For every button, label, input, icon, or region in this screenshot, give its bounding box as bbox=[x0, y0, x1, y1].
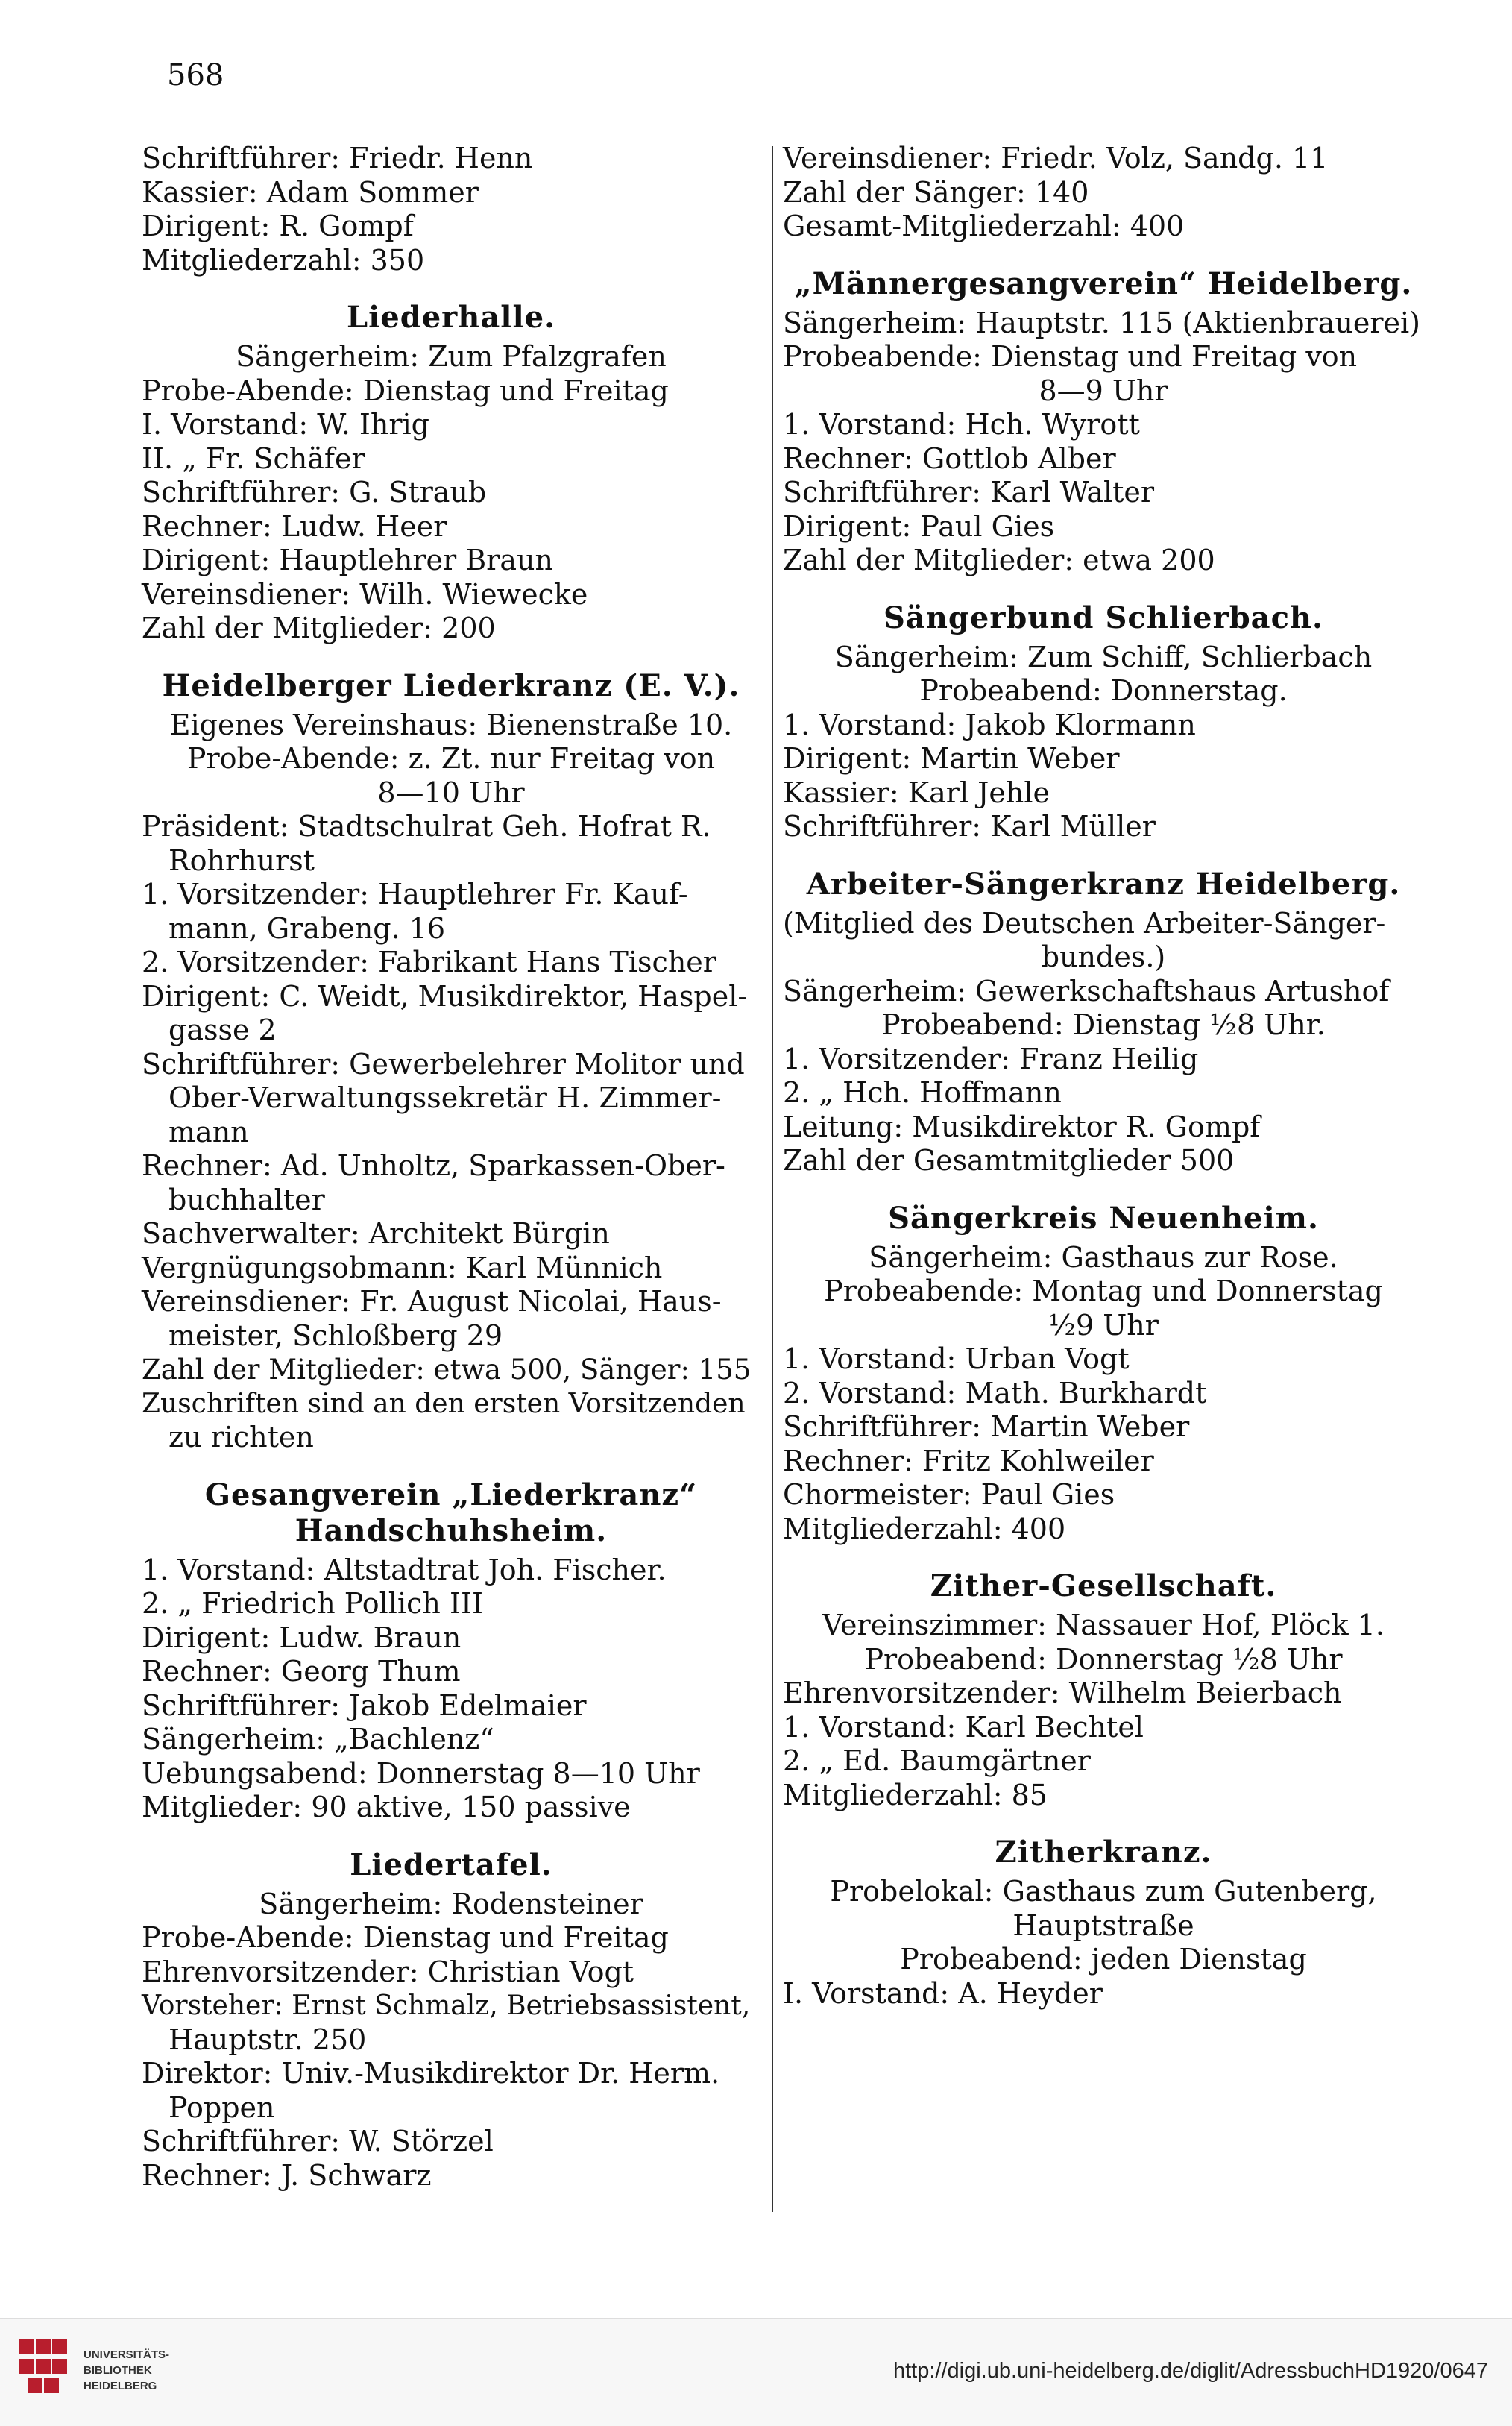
entry-line: Ehrenvorsitzender: Christian Vogt bbox=[142, 1955, 634, 1988]
entry-line: I. Vorstand: W. Ihrig bbox=[142, 408, 429, 441]
source-url-link[interactable]: http://digi.ub.uni-heidelberg.de/diglit/AdressbuchHD1920/0647 bbox=[892, 2359, 1488, 2383]
section-heading: Zitherkranz. bbox=[995, 1835, 1212, 1870]
entry-continuation: Poppen bbox=[168, 2090, 275, 2124]
entry-continuation: gasse 2 bbox=[168, 1014, 277, 1046]
entry-line: Schriftführer: Jakob Edelmaier bbox=[142, 1688, 587, 1722]
column-divider bbox=[772, 146, 773, 2212]
entry-continuation: buchhalter bbox=[168, 1183, 325, 1216]
section-heading: Sängerkreis Neuenheim. bbox=[888, 1200, 1319, 1236]
entry-continuation: mann bbox=[168, 1115, 249, 1148]
entry-line: Kassier: Adam Sommer bbox=[142, 175, 479, 209]
footer-bar bbox=[0, 2318, 1512, 2426]
entry-continuation: Ober-Verwaltungssekretär H. Zimmer- bbox=[168, 1081, 722, 1114]
section-heading: Gesangverein „Liederkranz“ Handschuhsheim. bbox=[204, 1477, 698, 1548]
entry-line: Gesamt-Mitgliederzahl: 400 bbox=[783, 210, 1185, 242]
entry-line: 2. „ Hch. Hoffmann bbox=[783, 1076, 1062, 1109]
entry-line: Probeabend: Donnerstag. bbox=[919, 674, 1288, 707]
entry-line: Dirigent: Paul Gies bbox=[783, 509, 1055, 543]
entry-line: Schriftführer: Karl Müller bbox=[783, 810, 1156, 843]
entry-line: Zahl der Sänger: 140 bbox=[783, 175, 1089, 209]
entry-line: Vorsteher: Ernst Schmalz, Betriebsassistent, bbox=[142, 1990, 751, 2021]
section-heading: Sängerbund Schlierbach. bbox=[883, 600, 1323, 635]
entry-line: Hauptstraße bbox=[1012, 1908, 1194, 1942]
section-heading: Liederhalle. bbox=[346, 300, 556, 335]
entry-line: Vereinsdiener: Friedr. Volz, Sandg. 11 bbox=[783, 142, 1329, 175]
entry-line: Dirigent: Hauptlehrer Braun bbox=[142, 544, 553, 576]
section-heading: Liedertafel. bbox=[350, 1847, 552, 1882]
entry-line: Ehrenvorsitzender: Wilhelm Beierbach bbox=[783, 1676, 1342, 1709]
entry-line: Sängerheim: Rodensteiner bbox=[259, 1887, 643, 1920]
entry-line: Sachverwalter: Architekt Bürgin bbox=[142, 1217, 610, 1250]
entry-line: 1. Vorstand: Urban Vogt bbox=[783, 1342, 1130, 1375]
entry-line: Probeabend: Donnerstag ½8 Uhr bbox=[864, 1642, 1343, 1676]
section-heading: Zither-Gesellschaft. bbox=[930, 1568, 1277, 1603]
entry-line: Probe-Abende: z. Zt. nur Freitag von bbox=[186, 742, 716, 775]
entry-line: Vereinszimmer: Nassauer Hof, Plöck 1. bbox=[822, 1609, 1385, 1641]
library-name bbox=[84, 2347, 169, 2394]
entry-line: Sängerheim: Gasthaus zur Rose. bbox=[869, 1240, 1338, 1274]
entry-line: Direktor: Univ.-Musikdirektor Dr. Herm. bbox=[142, 2057, 720, 2090]
page-number: 568 bbox=[167, 58, 224, 92]
entry-continuation: zu richten bbox=[168, 1421, 314, 1454]
entry-line: Probeabende: Dienstag und Freitag von bbox=[783, 340, 1358, 373]
entry-line: Zahl der Mitglieder: etwa 500, Sänger: 155 bbox=[142, 1354, 752, 1386]
entry-line: 2. Vorsitzender: Fabrikant Hans Tischer bbox=[142, 946, 716, 978]
entry-line: Dirigent: Ludw. Braun bbox=[142, 1621, 462, 1654]
entry-line: Kassier: Karl Jehle bbox=[783, 776, 1050, 809]
entry-continuation: meister, Schloßberg 29 bbox=[168, 1319, 503, 1352]
entry-continuation: Rohrhurst bbox=[168, 843, 315, 877]
entry-line: Zuschriften sind an den ersten Vorsitzenden bbox=[142, 1388, 746, 1419]
entry-line: ½9 Uhr bbox=[1048, 1308, 1159, 1342]
left-column bbox=[142, 142, 760, 2193]
entry-line: 1. Vorstand: Altstadtrat Joh. Fischer. bbox=[142, 1553, 667, 1586]
entry-line: Probeabend: jeden Dienstag bbox=[900, 1943, 1307, 1976]
entry-line: Rechner: Gottlob Alber bbox=[783, 441, 1116, 475]
entry-line: 1. Vorstand: Karl Bechtel bbox=[783, 1710, 1144, 1744]
entry-line: I. Vorstand: A. Heyder bbox=[783, 1976, 1103, 2010]
entry-line: Zahl der Mitglieder: etwa 200 bbox=[783, 544, 1215, 576]
entry-line: Probeabend: Dienstag ½8 Uhr. bbox=[881, 1008, 1326, 1041]
entry-line: Schriftführer: W. Störzel bbox=[142, 2125, 494, 2158]
entry-continuation: Hauptstr. 250 bbox=[168, 2023, 367, 2056]
entry-line: Eigenes Vereinshaus: Bienenstraße 10. bbox=[169, 708, 733, 741]
entry-line: Mitgliederzahl: 400 bbox=[783, 1512, 1066, 1545]
entry-line: Schriftführer: Friedr. Henn bbox=[142, 142, 533, 175]
entry-line: Uebungsabend: Donnerstag 8—10 Uhr bbox=[142, 1756, 700, 1790]
section-heading: Heidelberger Liederkranz (E. V.). bbox=[162, 667, 740, 703]
entry-line: Mitglieder: 90 aktive, 150 passive bbox=[142, 1791, 631, 1823]
right-column bbox=[783, 142, 1424, 2011]
library-name-line: BIBLIOTHEK bbox=[84, 2364, 152, 2377]
entry-line: Probe-Abende: Dienstag und Freitag bbox=[142, 374, 669, 407]
entry-line: II. „ Fr. Schäfer bbox=[142, 441, 365, 475]
entry-line: Sängerheim: Hauptstr. 115 (Aktienbrauerei) bbox=[783, 306, 1420, 339]
entry-line: Vereinsdiener: Fr. August Nicolai, Haus- bbox=[142, 1285, 722, 1318]
library-name-line: HEIDELBERG bbox=[84, 2380, 157, 2392]
entry-line: Chormeister: Paul Gies bbox=[783, 1478, 1115, 1511]
entry-line: 1. Vorstand: Jakob Klormann bbox=[783, 708, 1196, 741]
entry-line: Dirigent: C. Weidt, Musikdirektor, Haspel- bbox=[142, 979, 748, 1013]
entry-line: Sängerheim: Gewerkschaftshaus Artushof bbox=[783, 974, 1390, 1008]
entry-line: Probelokal: Gasthaus zum Gutenberg, bbox=[830, 1875, 1377, 1908]
entry-line: Schriftführer: Martin Weber bbox=[783, 1410, 1190, 1443]
entry-line: 1. Vorstand: Hch. Wyrott bbox=[783, 408, 1140, 441]
entry-line: 2. „ Ed. Baumgärtner bbox=[783, 1744, 1091, 1777]
entry-line: Präsident: Stadtschulrat Geh. Hofrat R. bbox=[142, 810, 711, 843]
entry-continuation: mann, Grabeng. 16 bbox=[168, 911, 446, 945]
entry-line: Schriftführer: G. Straub bbox=[142, 476, 487, 509]
library-name-line: UNIVERSITÄTS- bbox=[84, 2348, 170, 2361]
entry-line: 1. Vorsitzender: Franz Heilig bbox=[783, 1042, 1199, 1075]
section-heading: Arbeiter-Sängerkranz Heidelberg. bbox=[806, 866, 1401, 902]
entry-line: Rechner: Ludw. Heer bbox=[142, 509, 447, 543]
section-heading: „Männergesangverein“ Heidelberg. bbox=[794, 265, 1413, 301]
entry-line: 2. Vorstand: Math. Burkhardt bbox=[783, 1376, 1207, 1410]
entry-line: Rechner: Fritz Kohlweiler bbox=[783, 1444, 1154, 1477]
entry-line: 8—9 Uhr bbox=[1039, 374, 1168, 407]
entry-line: Probeabende: Montag und Donnerstag bbox=[824, 1275, 1383, 1307]
entry-line: Rechner: J. Schwarz bbox=[142, 2158, 432, 2192]
entry-line: 8—10 Uhr bbox=[377, 776, 525, 809]
entry-line: Probe-Abende: Dienstag und Freitag bbox=[142, 1921, 669, 1954]
entry-line: Vereinsdiener: Wilh. Wiewecke bbox=[142, 577, 588, 611]
entry-line: 1. Vorsitzender: Hauptlehrer Fr. Kauf- bbox=[142, 878, 688, 911]
entry-line: Zahl der Gesamtmitglieder 500 bbox=[783, 1144, 1235, 1177]
university-library-logo-icon bbox=[19, 2339, 67, 2393]
entry-line: Zahl der Mitglieder: 200 bbox=[142, 612, 496, 644]
entry-line: Mitgliederzahl: 85 bbox=[783, 1778, 1048, 1811]
entry-line: Sängerheim: Zum Schiff, Schlierbach bbox=[834, 640, 1373, 673]
entry-line: Dirigent: R. Gompf bbox=[142, 210, 414, 242]
entry-line: 2. „ Friedrich Pollich III bbox=[142, 1587, 483, 1620]
entry-line: Schriftführer: Gewerbelehrer Molitor und bbox=[142, 1047, 745, 1081]
entry-line: bundes.) bbox=[1041, 940, 1166, 973]
entry-line: Sängerheim: „Bachlenz“ bbox=[142, 1723, 494, 1756]
entry-line: Vergnügungsobmann: Karl Münnich bbox=[142, 1251, 663, 1284]
entry-line: Leitung: Musikdirektor R. Gompf bbox=[783, 1110, 1261, 1143]
entry-line: Rechner: Ad. Unholtz, Sparkassen-Ober- bbox=[142, 1149, 725, 1182]
entry-line: Dirigent: Martin Weber bbox=[783, 742, 1120, 775]
entry-line: Mitgliederzahl: 350 bbox=[142, 243, 425, 277]
entry-line: Rechner: Georg Thum bbox=[142, 1655, 461, 1688]
entry-line: Sängerheim: Zum Pfalzgrafen bbox=[236, 340, 667, 373]
entry-line: Schriftführer: Karl Walter bbox=[783, 476, 1155, 509]
entry-line: (Mitglied des Deutschen Arbeiter-Sänger- bbox=[783, 906, 1386, 940]
